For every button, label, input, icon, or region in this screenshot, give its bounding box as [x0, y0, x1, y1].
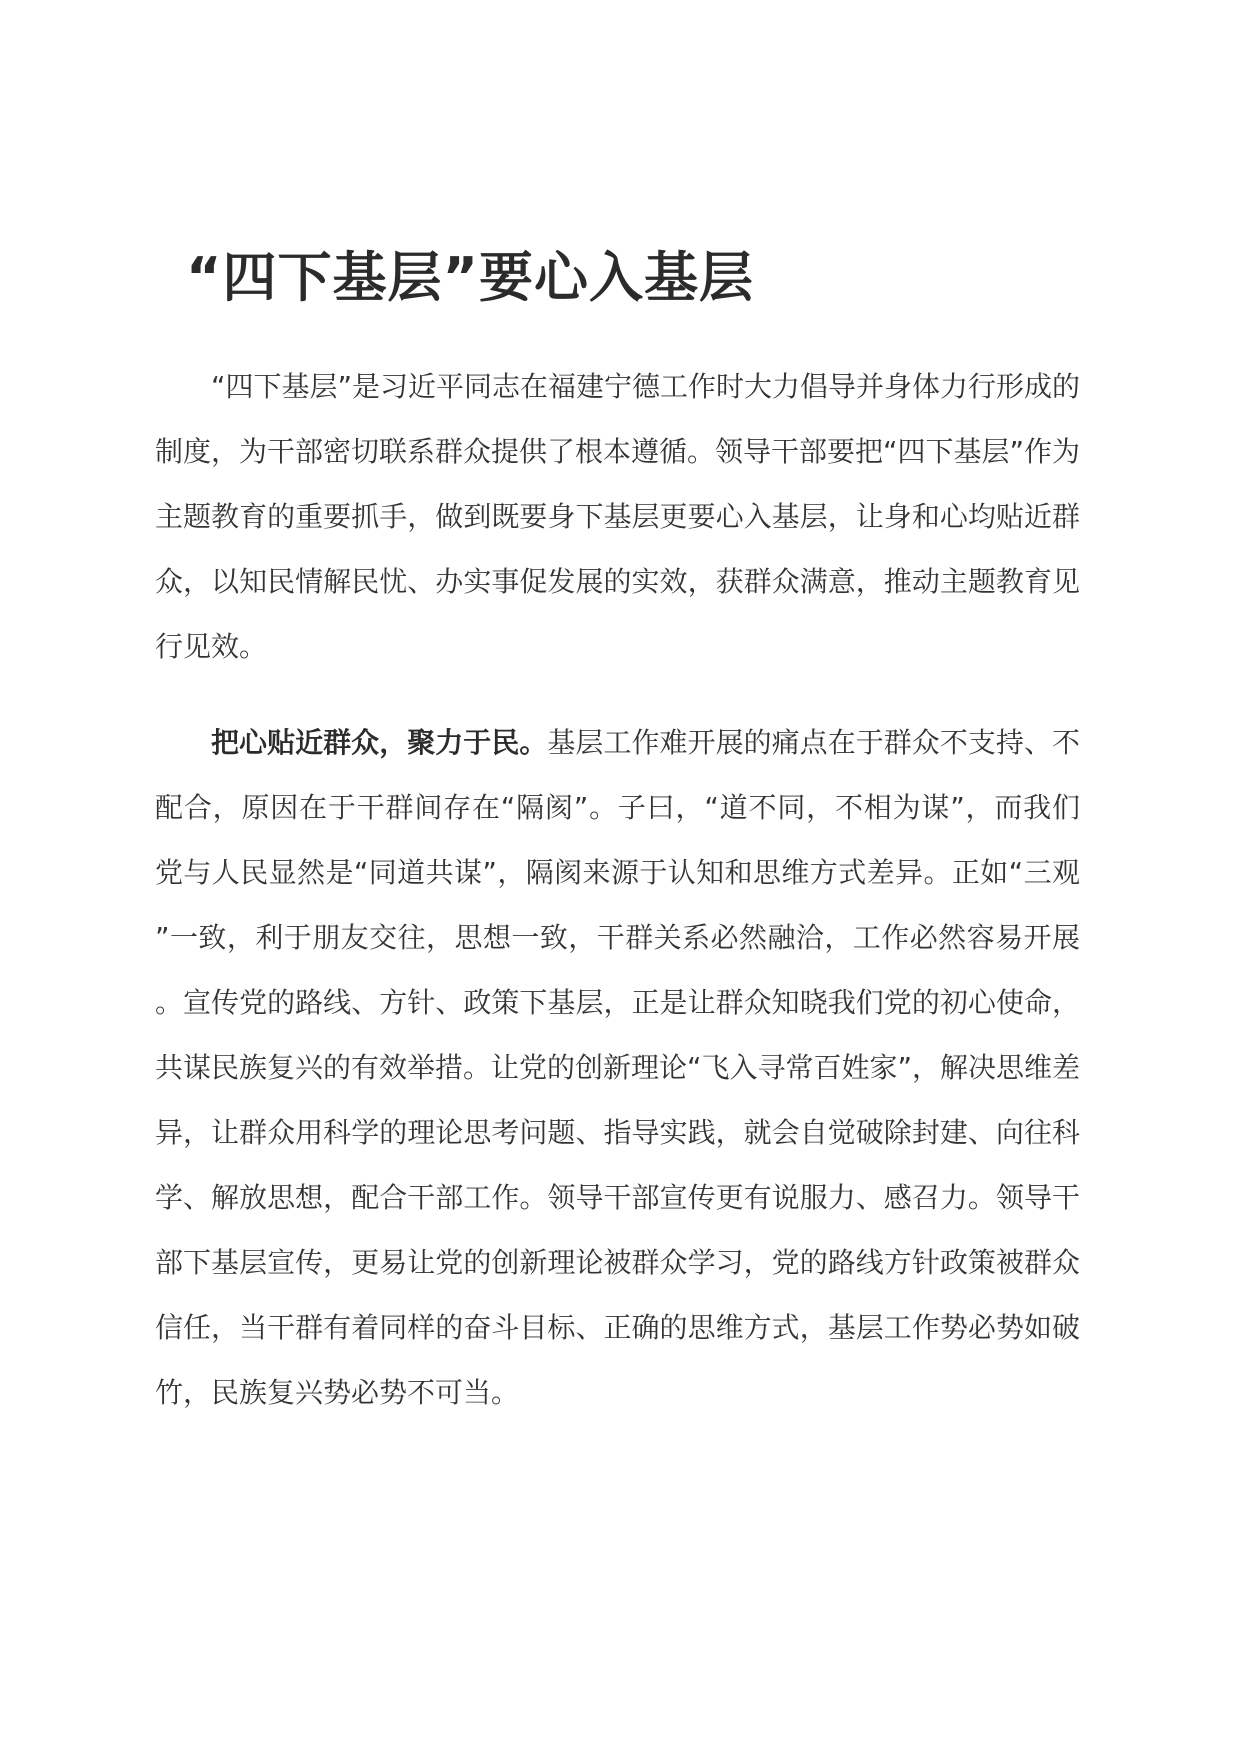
document-title: “四下基层”要心入基层 — [186, 246, 754, 309]
body-paragraph-2 — [155, 710, 1080, 1425]
body-paragraph-1 — [155, 354, 1080, 679]
paragraph-1-text: “四下基层”是习近平同志在福建宁德工作时大力倡导并身体力行形成的制度，为干部密切联系群众提供了根本遵循。领导干部要把“四下基层”作为主题教育的重要抓手，做到既要身下基层更要心入基层，让身和心均贴近群众，以知民情解民忧、办实事促发展的实效，获群众满意，推动主题教育见行见效。 — [155, 370, 1081, 663]
paragraph-2-text: 基层工作难开展的痛点在于群众不支持、不配合，原因在于干群间存在“隔阂”。子曰，“道不同，不相为谋”，而我们党与人民显然是“同道共谋”，隔阂来源于认知和思维方式差异。正如“三观”一致，利于朋友交往，思想一致，干群关系必然融洽，工作必然容易开展。宣传党的路线、方针、政策下基层，正是让群众知晓我们党的初心使命，共谋民族复兴的有效举措。让党的创新理论“飞入寻常百姓家”，解决思维差异，让群众用科学的理论思考问题、指导实践，就会自觉破除封建、向往科学、解放思想，配合干部工作。领导干部宣传更有说服力、感召力。领导干部下基层宣传，更易让党的创新理论被群众学习，党的路线方针政策被群众信任，当干群有着同样的奋斗目标、正确的思维方式，基层工作势必势如破竹，民族复兴势必势不可当。 — [155, 726, 1081, 1409]
paragraph-2-lead-sentence: 把心贴近群众，聚力于民。 — [211, 726, 548, 759]
